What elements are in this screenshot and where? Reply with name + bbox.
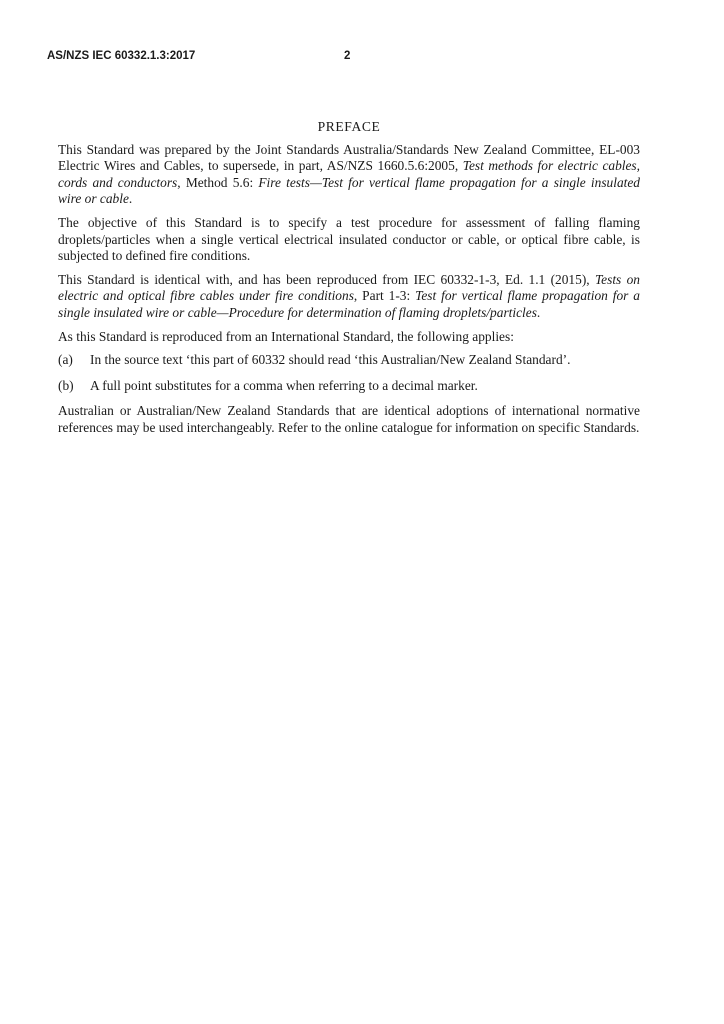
section-title: PREFACE (317, 119, 381, 134)
page-number: 2 (344, 50, 351, 62)
standard-designation: AS/NZS IEC 60332.1.3:2017 (47, 50, 196, 62)
paragraph-references: Australian or Australian/New Zealand Standards that are identical adoptions of international normative references may be used interchangeably. Refer to the online catalogue for information on specific Standards. (58, 403, 640, 435)
list-item-a: (a) In the source text ‘this part of 60332 should read ‘this Australian/New Zealand Standard’. (58, 352, 571, 368)
page-header (47, 50, 677, 66)
paragraph-applies: As this Standard is reproduced from an International Standard, the following applies: (58, 328, 514, 344)
preface-section (58, 119, 640, 444)
paragraph-identity: This Standard is identical with, and has been reproduced from IEC 60332-1-3, Ed. 1.1 (2015), Tests on electric and optical fibre cables under fire conditions, Part 1-3: Test for vertical flame propagation for a single insulated wire or cable—Procedure for determination of flaming droplets/particles. (58, 271, 640, 320)
paragraph-preparation: This Standard was prepared by the Joint Standards Australia/Standards New Zealand Committee, EL-003 Electric Wires and Cables, to supersede, in part, AS/NZS 1660.5.6:2005, Test methods for electric cables, cords and conductors, Method 5.6: Fire tests—Test for vertical flame propagation for a single insulated wire or cable. (58, 141, 641, 207)
list-item-b: (b) A full point substitutes for a comma when referring to a decimal marker. (58, 377, 478, 393)
paragraph-objective: The objective of this Standard is to specify a test procedure for assessment of falling flaming droplets/particles when a single vertical electrical insulated conductor or cable, or optical fibre cable, is subjected to defined fire conditions. (58, 214, 640, 264)
